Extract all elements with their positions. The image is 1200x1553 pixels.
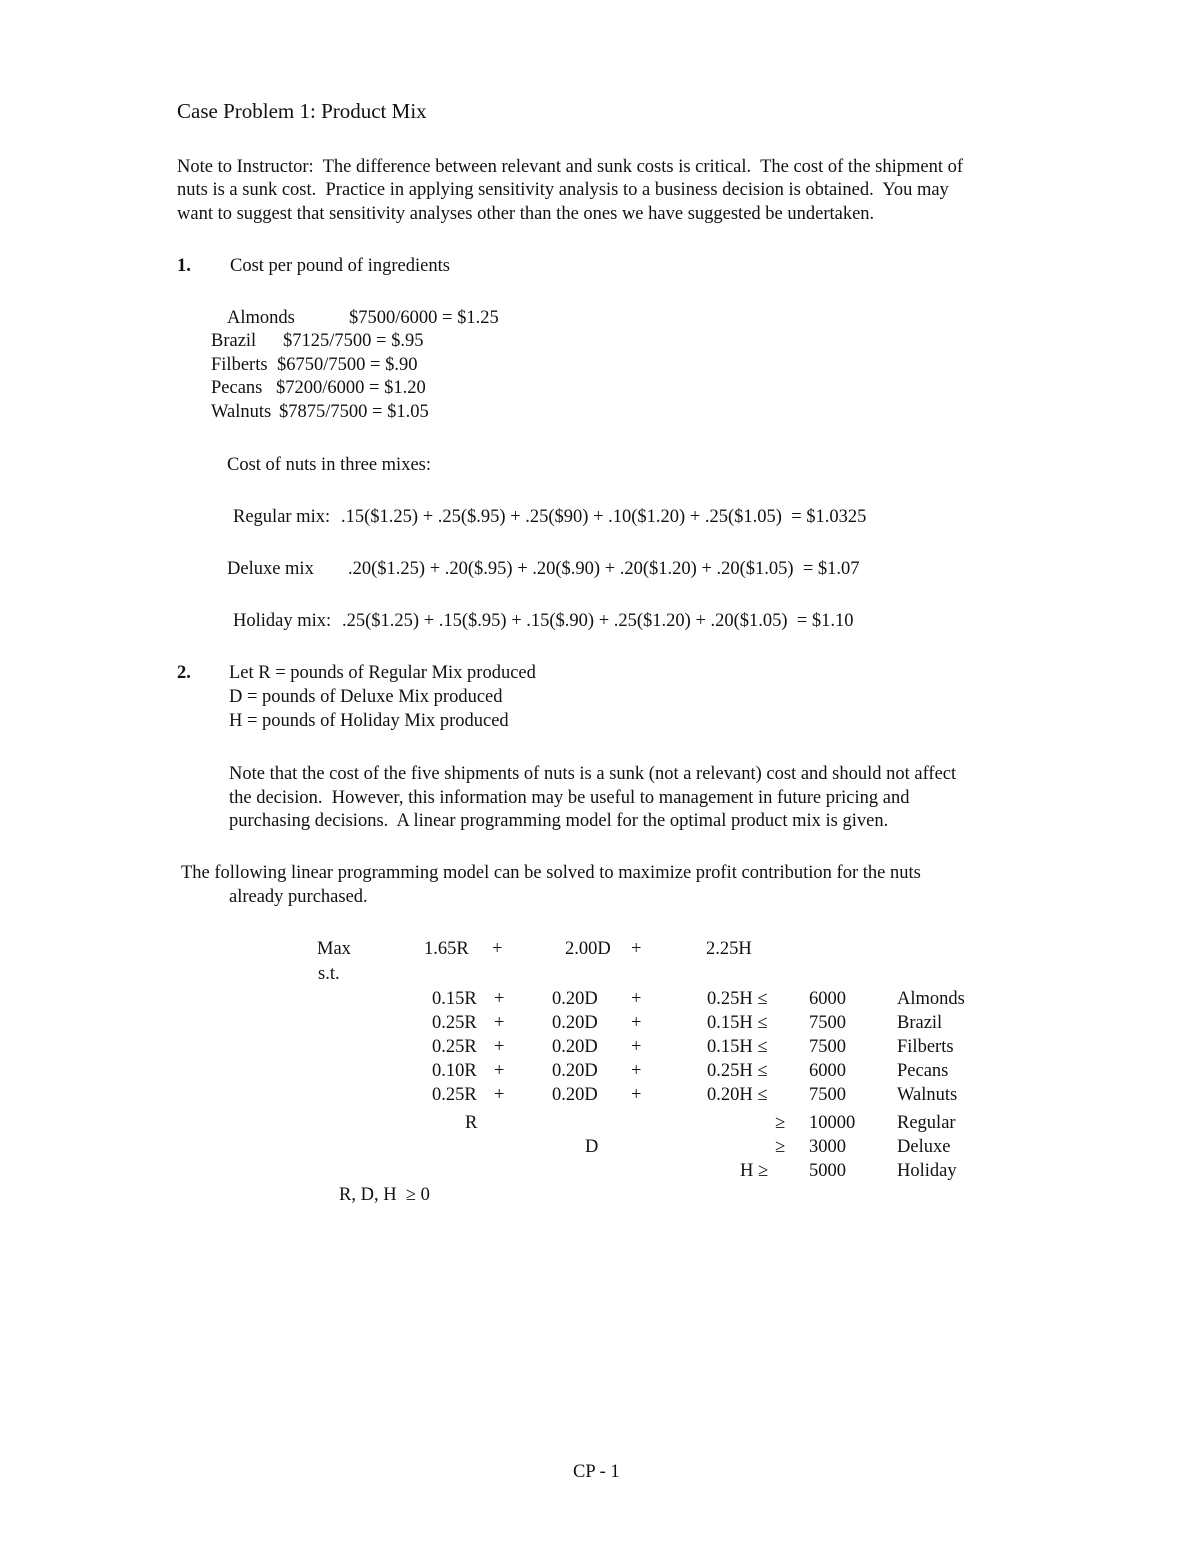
bound-name: Regular (897, 1113, 956, 1133)
ingredient-calc: $7125/7500 = $.95 (283, 331, 424, 351)
ingredient-name: Brazil (211, 331, 257, 351)
objective-operator: + (492, 939, 503, 959)
subject-to-label: s.t. (318, 964, 340, 984)
objective-term: 2.25H (706, 939, 752, 959)
section-number: 2. (177, 663, 191, 683)
mix-calc: .25($1.25) + .15($.95) + .15($.90) + .25($1.20) + .20($1.05) = $1.10 (342, 611, 854, 631)
objective-term: 2.00D (565, 939, 611, 959)
bound-rhs: 5000 (809, 1161, 846, 1181)
constraint-operator: + (494, 989, 505, 1009)
constraint-operator: + (494, 1085, 505, 1105)
constraint-name: Filberts (897, 1037, 954, 1057)
constraint-r-term: 0.25R (432, 1013, 477, 1033)
bound-name: Deluxe (897, 1137, 951, 1157)
ingredient-name: Pecans (211, 378, 263, 398)
mix-label: Holiday mix: (233, 611, 332, 631)
constraint-h-term: 0.25H ≤ (707, 1061, 768, 1081)
constraint-d-term: 0.20D (552, 1013, 598, 1033)
page-title: Case Problem 1: Product Mix (177, 99, 427, 123)
constraint-rhs: 7500 (809, 1037, 846, 1057)
mix-label: Regular mix: (233, 507, 331, 527)
constraint-name: Walnuts (897, 1085, 958, 1105)
constraint-r-term: 0.25R (432, 1037, 477, 1057)
constraint-r-term: 0.15R (432, 989, 477, 1009)
constraint-operator: + (631, 989, 642, 1009)
constraint-rhs: 6000 (809, 1061, 846, 1081)
constraint-rhs: 7500 (809, 1013, 846, 1033)
objective-operator: + (631, 939, 642, 959)
mix-heading: Cost of nuts in three mixes: (227, 455, 431, 475)
bound-sign: ≥ (775, 1113, 786, 1133)
bound-variable: D (585, 1137, 599, 1157)
bound-sign: ≥ (775, 1137, 786, 1157)
section-note-line: Note that the cost of the five shipments of nuts is a sunk (not a relevant) cost and should not affect (229, 764, 957, 784)
constraint-h-term: 0.20H ≤ (707, 1085, 768, 1105)
nonnegativity-constraint: R, D, H ≥ 0 (339, 1185, 430, 1205)
constraint-r-term: 0.25R (432, 1085, 477, 1105)
lp-intro-line: The following linear programming model can be solved to maximize profit contribution for the nuts (181, 863, 921, 883)
bound-rhs: 3000 (809, 1137, 846, 1157)
ingredient-calc: $7500/6000 = $1.25 (349, 308, 499, 328)
variable-definition: D = pounds of Deluxe Mix produced (229, 687, 503, 707)
objective-term: 1.65R (424, 939, 469, 959)
section-number: 1. (177, 256, 191, 276)
ingredient-name: Walnuts (211, 402, 272, 422)
bound-variable: H ≥ (740, 1161, 769, 1181)
lp-intro-line: already purchased. (229, 887, 368, 907)
constraint-operator: + (631, 1013, 642, 1033)
bound-rhs: 10000 (809, 1113, 856, 1133)
section-note-line: purchasing decisions. A linear programming model for the optimal product mix is given. (229, 811, 889, 831)
mix-calc: .20($1.25) + .20($.95) + .20($.90) + .20($1.20) + .20($1.05) = $1.07 (348, 559, 860, 579)
note-line: Note to Instructor: The difference between relevant and sunk costs is critical. The cost of the shipment of (177, 157, 964, 177)
bound-name: Holiday (897, 1161, 957, 1181)
constraint-d-term: 0.20D (552, 1061, 598, 1081)
constraint-operator: + (631, 1085, 642, 1105)
constraint-operator: + (631, 1037, 642, 1057)
note-line: nuts is a sunk cost. Practice in applying sensitivity analysis to a business decision is obtained. You may (177, 180, 949, 200)
ingredient-name: Almonds (227, 308, 295, 328)
constraint-r-term: 0.10R (432, 1061, 477, 1081)
constraint-name: Almonds (897, 989, 965, 1009)
constraint-h-term: 0.15H ≤ (707, 1013, 768, 1033)
constraint-name: Pecans (897, 1061, 949, 1081)
ingredient-name: Filberts (211, 355, 268, 375)
ingredient-calc: $7875/7500 = $1.05 (279, 402, 429, 422)
constraint-operator: + (494, 1061, 505, 1081)
variable-definition: Let R = pounds of Regular Mix produced (229, 663, 536, 683)
section-note-line: the decision. However, this information may be useful to management in future pricing and (229, 788, 910, 808)
constraint-h-term: 0.25H ≤ (707, 989, 768, 1009)
constraint-operator: + (494, 1013, 505, 1033)
constraint-d-term: 0.20D (552, 1085, 598, 1105)
ingredient-calc: $6750/7500 = $.90 (277, 355, 418, 375)
note-line: want to suggest that sensitivity analyses other than the ones we have suggested be undertaken. (177, 204, 875, 224)
constraint-operator: + (494, 1037, 505, 1057)
variable-definition: H = pounds of Holiday Mix produced (229, 711, 509, 731)
mix-label: Deluxe mix (227, 559, 314, 579)
constraint-rhs: 7500 (809, 1085, 846, 1105)
mix-calc: .15($1.25) + .25($.95) + .25($90) + .10($1.20) + .25($1.05) = $1.0325 (341, 507, 867, 527)
constraint-h-term: 0.15H ≤ (707, 1037, 768, 1057)
section-heading: Cost per pound of ingredients (230, 256, 450, 276)
ingredient-calc: $7200/6000 = $1.20 (276, 378, 426, 398)
bound-variable: R (465, 1113, 478, 1133)
max-label: Max (317, 939, 351, 959)
constraint-rhs: 6000 (809, 989, 846, 1009)
constraint-d-term: 0.20D (552, 1037, 598, 1057)
page-number: CP - 1 (573, 1462, 620, 1482)
constraint-d-term: 0.20D (552, 989, 598, 1009)
constraint-operator: + (631, 1061, 642, 1081)
constraint-name: Brazil (897, 1013, 943, 1033)
